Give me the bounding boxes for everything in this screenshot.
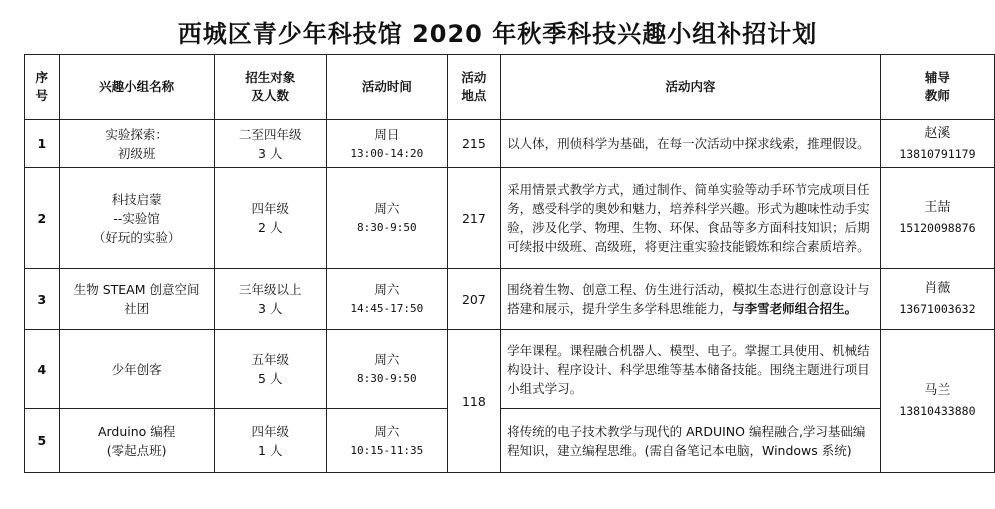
header-name: 兴趣小组名称	[59, 55, 214, 120]
row-target: 三年级以上 3 人	[214, 269, 326, 330]
header-seq: 序 号	[25, 55, 60, 120]
row-seq: 5	[25, 409, 60, 473]
recruitment-table	[24, 54, 995, 473]
page-title: 西城区青少年科技馆 2020 年秋季科技兴趣小组补招计划	[177, 20, 818, 48]
row-seq: 1	[25, 120, 60, 168]
table-row	[25, 330, 995, 409]
table-row	[25, 409, 995, 473]
header-row	[25, 55, 995, 120]
table-row	[25, 168, 995, 269]
row-content: 围绕着生物、创意工程、仿生进行活动，模拟生态进行创意设计与搭建和展示，提升学生多学科思维能力，与李雪老师组合招生。	[501, 269, 881, 330]
header-place: 活动 地点	[447, 55, 500, 120]
row-target: 四年级 1 人	[214, 409, 326, 473]
row-teacher: 王喆 15120098876	[880, 168, 994, 269]
row-time: 周六 8:30-9:50	[326, 330, 447, 409]
row-group-name: 科技启蒙 --实验馆 （好玩的实验）	[59, 168, 214, 269]
row-time: 周六 10:15-11:35	[326, 409, 447, 473]
row-content: 以人体，刑侦科学为基础，在每一次活动中探求线索，推理假设。	[501, 120, 881, 168]
highlight-note: 与李雪老师组合招生。	[732, 301, 858, 316]
row-time: 周日 13:00-14:20	[326, 120, 447, 168]
table-row	[25, 120, 995, 168]
row-seq: 3	[25, 269, 60, 330]
row-group-name: 生物 STEAM 创意空间 社团	[59, 269, 214, 330]
row-target: 五年级 5 人	[214, 330, 326, 409]
row-target: 四年级 2 人	[214, 168, 326, 269]
row-seq: 4	[25, 330, 60, 409]
row-content: 将传统的电子技术教学与现代的 ARDUINO 编程融合,学习基础编程知识，建立编程思维。(需自备笔记本电脑，Windows 系统)	[501, 409, 881, 473]
row-content: 采用情景式教学方式，通过制作、简单实验等动手环节完成项目任务，感受科学的奥妙和魅力，培养科学兴趣。形式为趣味性动手实验，涉及化学、物理、生物、环保、食品等多方面科技知识；后期可续报中级班、高级班，将更注重实验技能锻炼和综合素质培养。	[501, 168, 881, 269]
table-row	[25, 269, 995, 330]
header-time: 活动时间	[326, 55, 447, 120]
row-place: 215	[447, 120, 500, 168]
row-place: 207	[447, 269, 500, 330]
row-content: 学年课程。课程融合机器人、模型、电子。掌握工具使用、机械结构设计、程序设计、科学思维等基本储备技能。围绕主题进行项目小组式学习。	[501, 330, 881, 409]
row-group-name: 实验探索： 初级班	[59, 120, 214, 168]
header-content: 活动内容	[501, 55, 881, 120]
row-target: 二至四年级 3 人	[214, 120, 326, 168]
row-time: 周六 8:30-9:50	[326, 168, 447, 269]
header-target: 招生对象 及人数	[214, 55, 326, 120]
header-teacher: 辅导 教师	[880, 55, 994, 120]
row-teacher: 马兰 13810433880	[880, 330, 994, 473]
row-group-name: 少年创客	[59, 330, 214, 409]
row-seq: 2	[25, 168, 60, 269]
row-place: 118	[447, 330, 500, 473]
row-teacher: 肖薇 13671003632	[880, 269, 994, 330]
row-time: 周六 14:45-17:50	[326, 269, 447, 330]
row-teacher: 赵溪 13810791179	[880, 120, 994, 168]
row-place: 217	[447, 168, 500, 269]
row-group-name: Arduino 编程 (零起点班)	[59, 409, 214, 473]
